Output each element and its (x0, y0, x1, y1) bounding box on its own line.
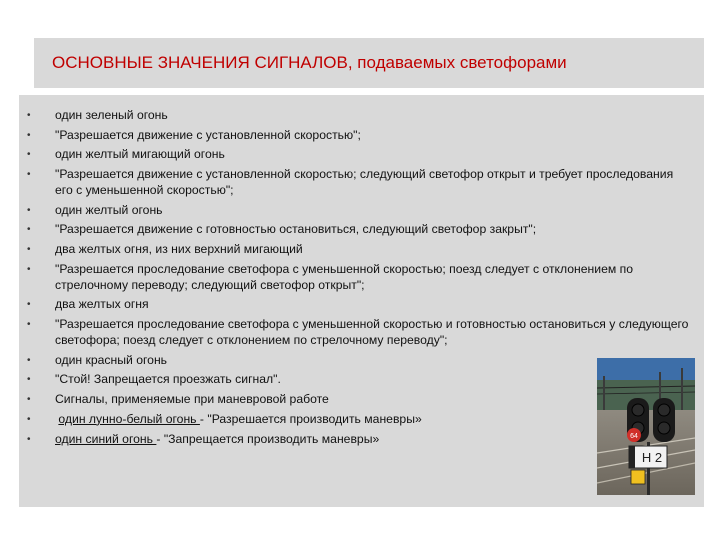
list-item: • "Разрешается проследование светофора с уменьшенной скоростью; поезд следует с отклонением по стрелочному переводу; следующий светофор открыт"; (27, 261, 634, 292)
list-item: • "Разрешается движение с установленной скоростью"; (27, 127, 361, 142)
bullet-icon: • (27, 433, 31, 445)
shunting-signal-photo (597, 358, 695, 495)
list-item: • "Стой! Запрещается проезжать сигнал". (27, 372, 281, 387)
list-item: • два желтых огня, из них верхний мигающий (27, 242, 303, 257)
page-title: ОСНОВНЫЕ ЗНАЧЕНИЯ СИГНАЛОВ, подаваемых светофорами (52, 53, 567, 72)
bullet-icon: • (27, 204, 31, 216)
signal-list (19, 108, 689, 451)
bullet-icon: • (27, 394, 31, 406)
list-item: • "Разрешается проследование светофора с уменьшенной скоростью и готовностью остановиться у следующего светофора; поезд следует с отклонением по стрелочному переводу"; (27, 317, 689, 348)
bullet-icon: • (27, 224, 31, 236)
list-item: • один синий огонь - "Запрещается производить маневры» (27, 431, 380, 446)
bullet-icon: • (27, 169, 31, 181)
bullet-icon: • (27, 299, 31, 311)
title-bar (34, 38, 704, 88)
bullet-icon: • (27, 319, 31, 331)
list-item: • "Разрешается движение с готовностью остановиться, следующий светофор закрыт"; (27, 222, 537, 237)
bullet-icon: • (27, 149, 31, 161)
bullet-icon: • (27, 244, 31, 256)
list-item: • один лунно-белый огонь - "Разрешается производить маневры» (27, 411, 422, 426)
list-item: • один красный огонь (27, 352, 168, 367)
signal-name: один лунно-белый огонь (58, 411, 200, 426)
signal-name: один синий огонь (55, 431, 157, 446)
list-item: • один желтый огонь (27, 202, 163, 217)
list-item: • один желтый мигающий огонь (27, 147, 225, 162)
list-item: • два желтых огня (27, 297, 149, 312)
bullet-icon: • (27, 110, 31, 121)
bullet-icon: • (27, 129, 31, 141)
bullet-icon: • (27, 263, 31, 275)
bullet-icon: • (27, 354, 31, 366)
list-item: • один зеленый огонь (27, 108, 168, 122)
list-item: • "Разрешается движение с установленной скоростью; следующий светофор открыт и требует проследования его с уменьшенной скоростью"; (27, 167, 674, 198)
photo-image (597, 358, 695, 495)
bullet-icon: • (27, 413, 31, 425)
svg-text:64: 64 (630, 433, 638, 440)
list-item: • Сигналы, применяемые при маневровой работе (27, 392, 329, 407)
svg-text:Н 2: Н 2 (641, 450, 663, 465)
bullet-icon: • (27, 374, 31, 386)
